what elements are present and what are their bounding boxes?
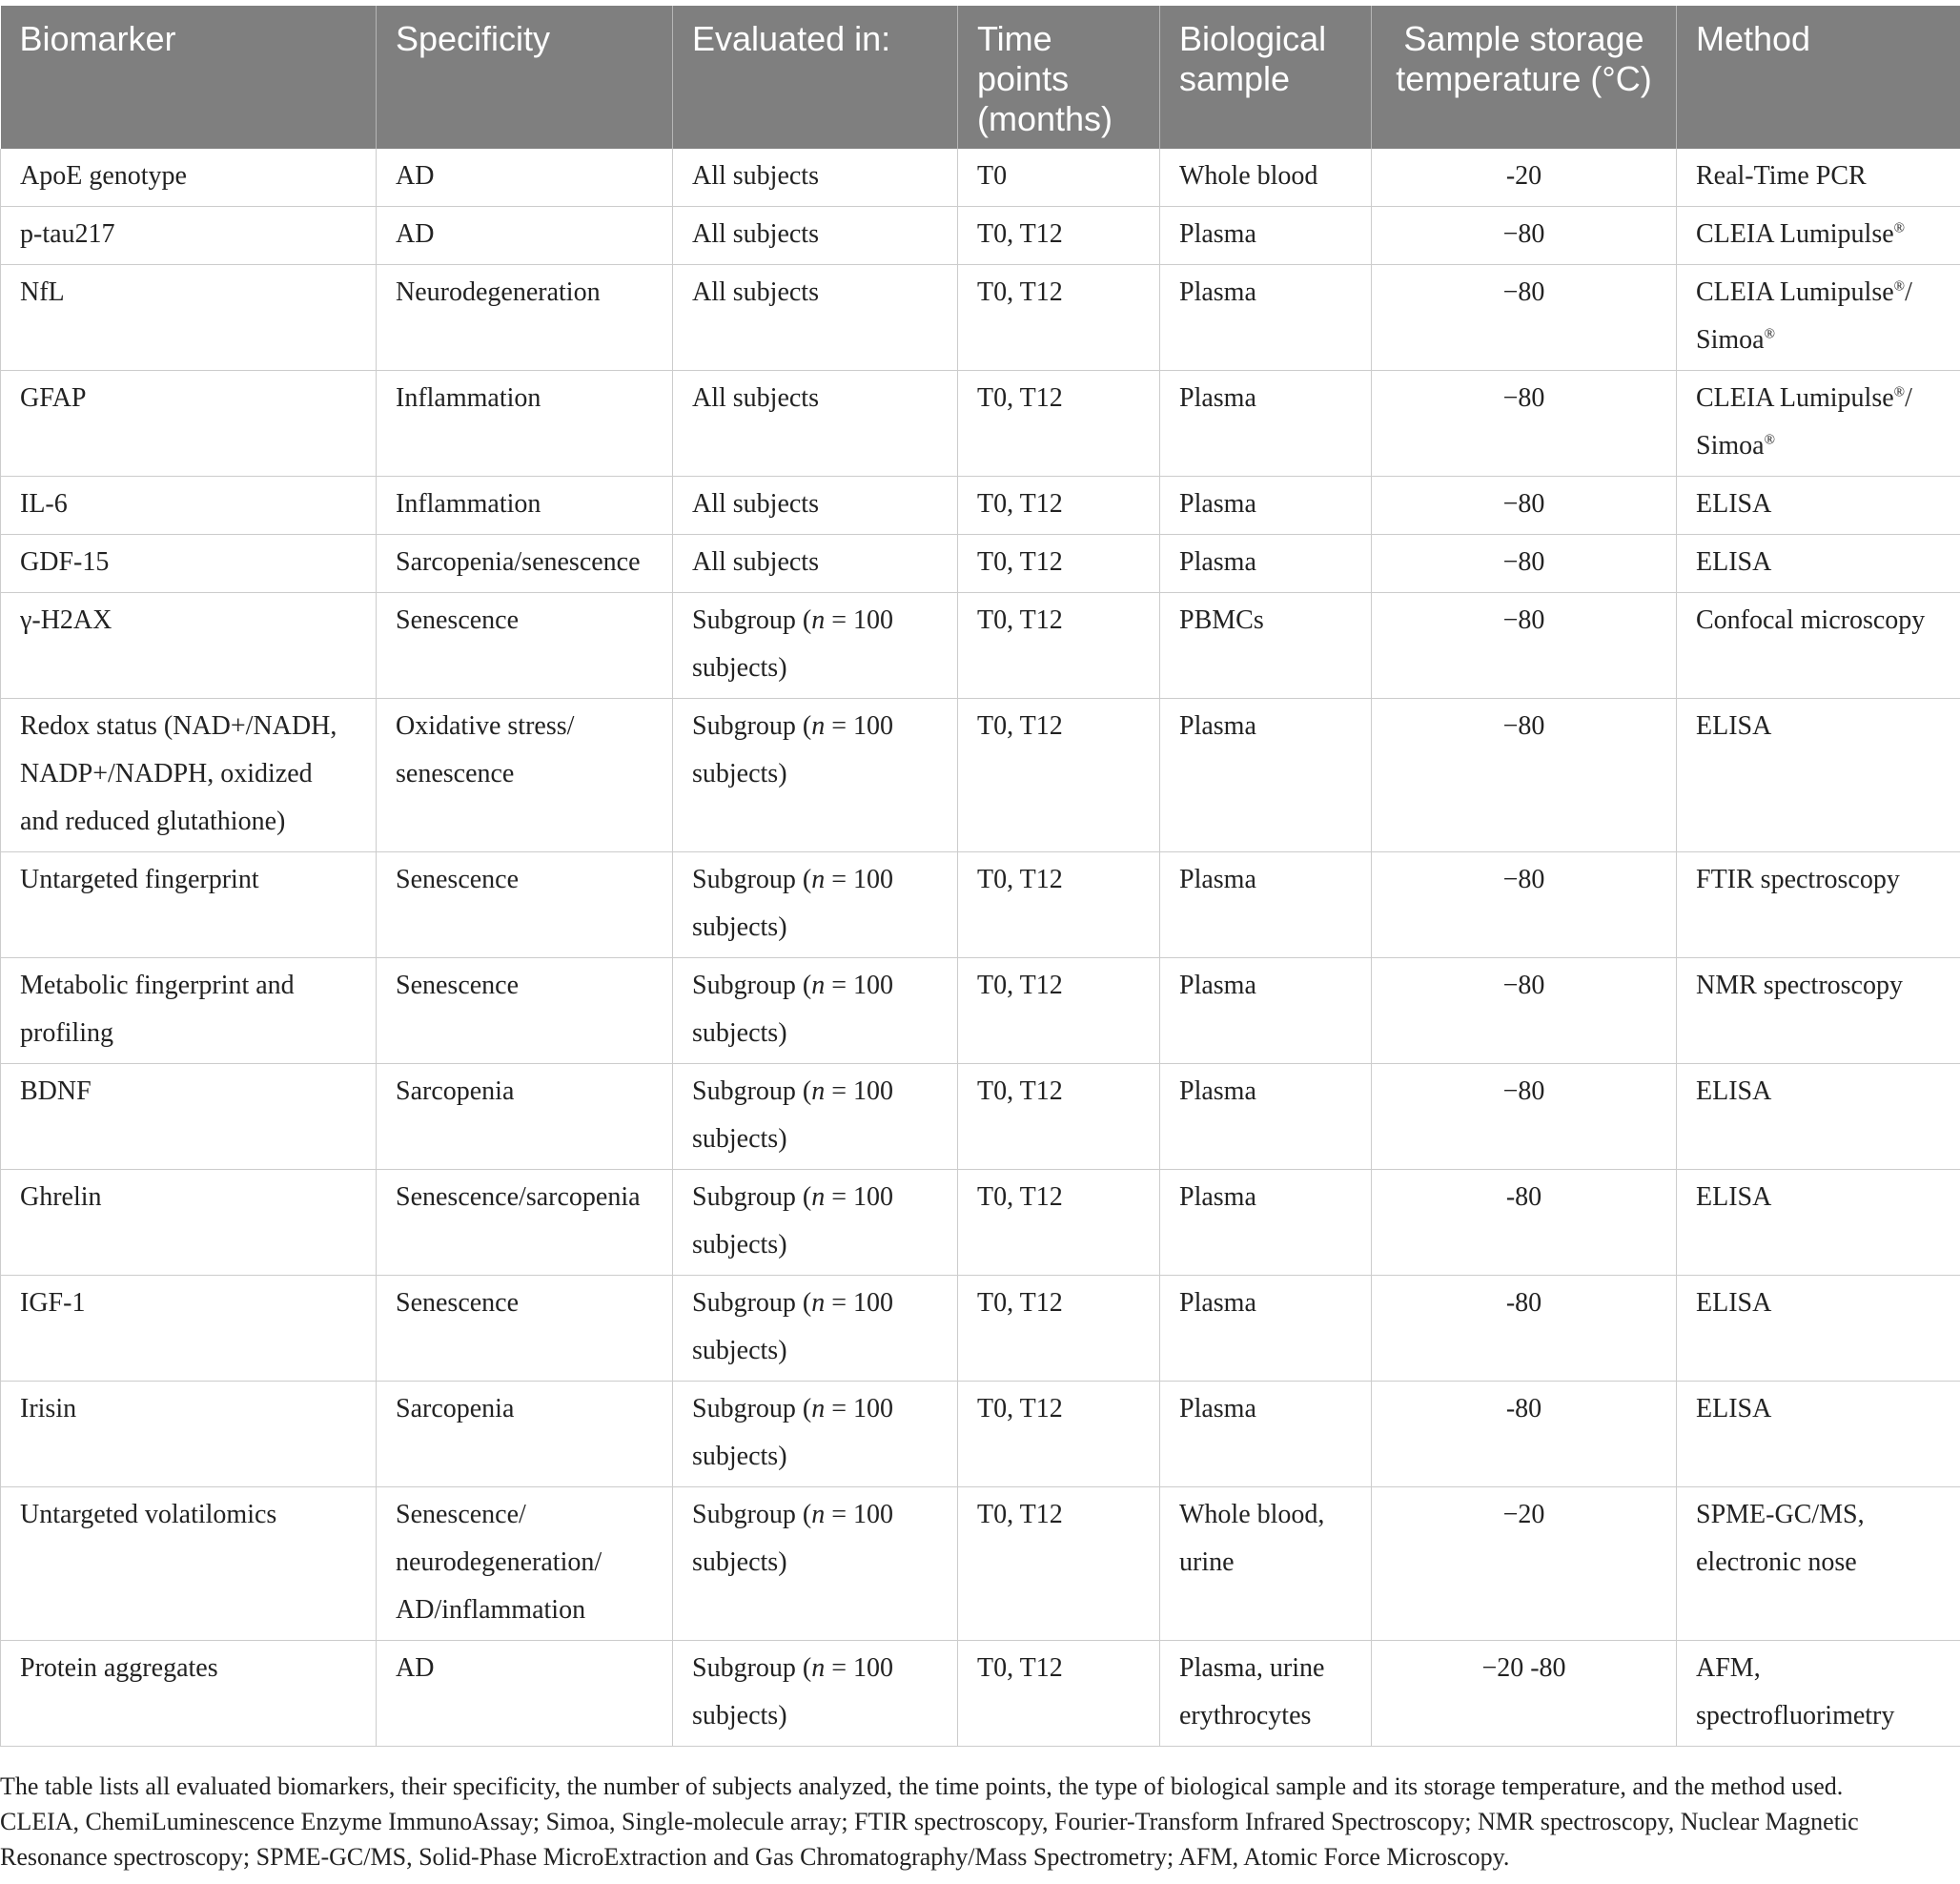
header-method: Method — [1677, 6, 1960, 149]
cell-specificity: Sarcopenia — [377, 1064, 673, 1170]
cell-method: CLEIA Lumipulse®/ Simoa® — [1677, 371, 1960, 477]
cell-time-points: T0, T12 — [958, 1641, 1160, 1747]
cell-evaluated-in: All subjects — [673, 371, 958, 477]
cell-time-points: T0, T12 — [958, 1276, 1160, 1382]
cell-time-points: T0, T12 — [958, 1487, 1160, 1641]
table-row — [1, 371, 1960, 477]
cell-method: ELISA — [1677, 1064, 1960, 1170]
biomarker-table-container — [0, 6, 1960, 1747]
cell-time-points: T0, T12 — [958, 207, 1160, 265]
cell-storage-temperature: −20 -80 — [1372, 1641, 1677, 1747]
table-row — [1, 1170, 1960, 1276]
table-row — [1, 1276, 1960, 1382]
table-footnote — [0, 1769, 1945, 1874]
footnote-abbreviations: CLEIA, ChemiLuminescence Enzyme ImmunoAssay; Simoa, Single-molecule array; FTIR spectroscopy, Fourier-Transform Infrared Spectroscopy; NMR spectroscopy, Nuclear Magnetic Resonance spectroscopy; SPME-GC/MS, Solid-Phase MicroExtraction and Gas Chromatography/Mass Spectrometry; AFM, Atomic Force Microscopy. — [0, 1808, 1859, 1871]
cell-specificity: AD — [377, 207, 673, 265]
cell-specificity: Senescence/ neurodegeneration/ AD/inflammation — [377, 1487, 673, 1641]
cell-method: FTIR spectroscopy — [1677, 852, 1960, 958]
cell-evaluated-in: Subgroup (n = 100 subjects) — [673, 1382, 958, 1487]
cell-time-points: T0, T12 — [958, 477, 1160, 535]
table-row — [1, 1487, 1960, 1641]
cell-evaluated-in: Subgroup (n = 100 subjects) — [673, 852, 958, 958]
cell-evaluated-in: All subjects — [673, 535, 958, 593]
cell-biomarker: Irisin — [1, 1382, 377, 1487]
cell-biological-sample: Plasma — [1160, 371, 1372, 477]
table-row — [1, 699, 1960, 852]
cell-specificity: Senescence/sarcopenia — [377, 1170, 673, 1276]
cell-specificity: Senescence — [377, 593, 673, 699]
cell-storage-temperature: −80 — [1372, 207, 1677, 265]
table-row — [1, 149, 1960, 207]
cell-biomarker: Untargeted volatilomics — [1, 1487, 377, 1641]
cell-biological-sample: PBMCs — [1160, 593, 1372, 699]
cell-storage-temperature: -80 — [1372, 1170, 1677, 1276]
table-body — [1, 149, 1960, 1747]
cell-time-points: T0, T12 — [958, 265, 1160, 371]
cell-biological-sample: Plasma — [1160, 852, 1372, 958]
cell-biological-sample: Plasma — [1160, 958, 1372, 1064]
cell-evaluated-in: Subgroup (n = 100 subjects) — [673, 1064, 958, 1170]
cell-biological-sample: Plasma — [1160, 1170, 1372, 1276]
cell-storage-temperature: -20 — [1372, 149, 1677, 207]
cell-biological-sample: Whole blood, urine — [1160, 1487, 1372, 1641]
cell-biological-sample: Plasma — [1160, 207, 1372, 265]
cell-biological-sample: Whole blood — [1160, 149, 1372, 207]
cell-specificity: Oxidative stress/ senescence — [377, 699, 673, 852]
cell-biomarker: p-tau217 — [1, 207, 377, 265]
header-time-points: Time points (months) — [958, 6, 1160, 149]
cell-biomarker: ApoE genotype — [1, 149, 377, 207]
cell-method: NMR spectroscopy — [1677, 958, 1960, 1064]
cell-biomarker: γ-H2AX — [1, 593, 377, 699]
cell-biological-sample: Plasma — [1160, 535, 1372, 593]
cell-time-points: T0, T12 — [958, 1064, 1160, 1170]
cell-time-points: T0, T12 — [958, 535, 1160, 593]
cell-storage-temperature: -80 — [1372, 1276, 1677, 1382]
cell-specificity: Inflammation — [377, 371, 673, 477]
cell-evaluated-in: All subjects — [673, 477, 958, 535]
cell-evaluated-in: Subgroup (n = 100 subjects) — [673, 593, 958, 699]
cell-storage-temperature: −80 — [1372, 593, 1677, 699]
cell-biological-sample: Plasma — [1160, 477, 1372, 535]
cell-method: Real-Time PCR — [1677, 149, 1960, 207]
cell-time-points: T0, T12 — [958, 852, 1160, 958]
cell-method: ELISA — [1677, 699, 1960, 852]
cell-specificity: Neurodegeneration — [377, 265, 673, 371]
cell-time-points: T0, T12 — [958, 1170, 1160, 1276]
cell-biological-sample: Plasma — [1160, 265, 1372, 371]
cell-biomarker: NfL — [1, 265, 377, 371]
cell-method: AFM, spectrofluorimetry — [1677, 1641, 1960, 1747]
table-row — [1, 852, 1960, 958]
cell-method: ELISA — [1677, 477, 1960, 535]
header-evaluated-in: Evaluated in: — [673, 6, 958, 149]
cell-biomarker: BDNF — [1, 1064, 377, 1170]
cell-storage-temperature: −80 — [1372, 699, 1677, 852]
cell-evaluated-in: Subgroup (n = 100 subjects) — [673, 958, 958, 1064]
cell-method: ELISA — [1677, 1276, 1960, 1382]
cell-biomarker: IGF-1 — [1, 1276, 377, 1382]
cell-biomarker: IL-6 — [1, 477, 377, 535]
cell-evaluated-in: All subjects — [673, 149, 958, 207]
table-row — [1, 265, 1960, 371]
cell-storage-temperature: −80 — [1372, 1064, 1677, 1170]
cell-evaluated-in: All subjects — [673, 207, 958, 265]
cell-method: CLEIA Lumipulse® — [1677, 207, 1960, 265]
cell-evaluated-in: Subgroup (n = 100 subjects) — [673, 1641, 958, 1747]
cell-time-points: T0, T12 — [958, 1382, 1160, 1487]
cell-method: ELISA — [1677, 535, 1960, 593]
cell-evaluated-in: Subgroup (n = 100 subjects) — [673, 1487, 958, 1641]
cell-storage-temperature: −80 — [1372, 477, 1677, 535]
header-biomarker: Biomarker — [1, 6, 377, 149]
cell-biomarker: Protein aggregates — [1, 1641, 377, 1747]
cell-evaluated-in: Subgroup (n = 100 subjects) — [673, 699, 958, 852]
cell-method: CLEIA Lumipulse®/ Simoa® — [1677, 265, 1960, 371]
header-storage-temperature: Sample storage temperature (°C) — [1372, 6, 1677, 149]
cell-specificity: Sarcopenia/senescence — [377, 535, 673, 593]
cell-biomarker: Ghrelin — [1, 1170, 377, 1276]
cell-storage-temperature: −80 — [1372, 535, 1677, 593]
table-header-row — [1, 6, 1960, 149]
cell-specificity: Senescence — [377, 852, 673, 958]
cell-specificity: AD — [377, 1641, 673, 1747]
cell-storage-temperature: −80 — [1372, 265, 1677, 371]
cell-time-points: T0 — [958, 149, 1160, 207]
cell-evaluated-in: Subgroup (n = 100 subjects) — [673, 1170, 958, 1276]
cell-biological-sample: Plasma — [1160, 699, 1372, 852]
table-row — [1, 207, 1960, 265]
cell-storage-temperature: -80 — [1372, 1382, 1677, 1487]
cell-time-points: T0, T12 — [958, 699, 1160, 852]
cell-specificity: Senescence — [377, 1276, 673, 1382]
cell-time-points: T0, T12 — [958, 371, 1160, 477]
cell-evaluated-in: All subjects — [673, 265, 958, 371]
cell-biomarker: Untargeted fingerprint — [1, 852, 377, 958]
cell-storage-temperature: −80 — [1372, 852, 1677, 958]
header-specificity: Specificity — [377, 6, 673, 149]
cell-time-points: T0, T12 — [958, 593, 1160, 699]
cell-specificity: Sarcopenia — [377, 1382, 673, 1487]
cell-storage-temperature: −80 — [1372, 371, 1677, 477]
cell-method: SPME-GC/MS, electronic nose — [1677, 1487, 1960, 1641]
cell-method: ELISA — [1677, 1170, 1960, 1276]
cell-storage-temperature: −80 — [1372, 958, 1677, 1064]
cell-biomarker: GFAP — [1, 371, 377, 477]
cell-biomarker: GDF-15 — [1, 535, 377, 593]
cell-biological-sample: Plasma, urine erythrocytes — [1160, 1641, 1372, 1747]
table-row — [1, 593, 1960, 699]
footnote-description: The table lists all evaluated biomarkers, their specificity, the number of subjects analyzed, the time points, the type of biological sample and its storage temperature, and the method used. — [0, 1772, 1844, 1800]
cell-specificity: Senescence — [377, 958, 673, 1064]
cell-method: ELISA — [1677, 1382, 1960, 1487]
table-row — [1, 477, 1960, 535]
table-row — [1, 1064, 1960, 1170]
header-biological-sample: Biological sample — [1160, 6, 1372, 149]
cell-method: Confocal microscopy — [1677, 593, 1960, 699]
cell-biomarker: Redox status (NAD+/NADH, NADP+/NADPH, oxidized and reduced glutathione) — [1, 699, 377, 852]
table-row — [1, 1382, 1960, 1487]
cell-storage-temperature: −20 — [1372, 1487, 1677, 1641]
cell-evaluated-in: Subgroup (n = 100 subjects) — [673, 1276, 958, 1382]
table-row — [1, 535, 1960, 593]
cell-specificity: Inflammation — [377, 477, 673, 535]
table-row — [1, 958, 1960, 1064]
biomarker-table — [0, 6, 1960, 1747]
cell-biological-sample: Plasma — [1160, 1064, 1372, 1170]
table-row — [1, 1641, 1960, 1747]
cell-biological-sample: Plasma — [1160, 1276, 1372, 1382]
cell-biomarker: Metabolic fingerprint and profiling — [1, 958, 377, 1064]
cell-time-points: T0, T12 — [958, 958, 1160, 1064]
cell-biological-sample: Plasma — [1160, 1382, 1372, 1487]
cell-specificity: AD — [377, 149, 673, 207]
